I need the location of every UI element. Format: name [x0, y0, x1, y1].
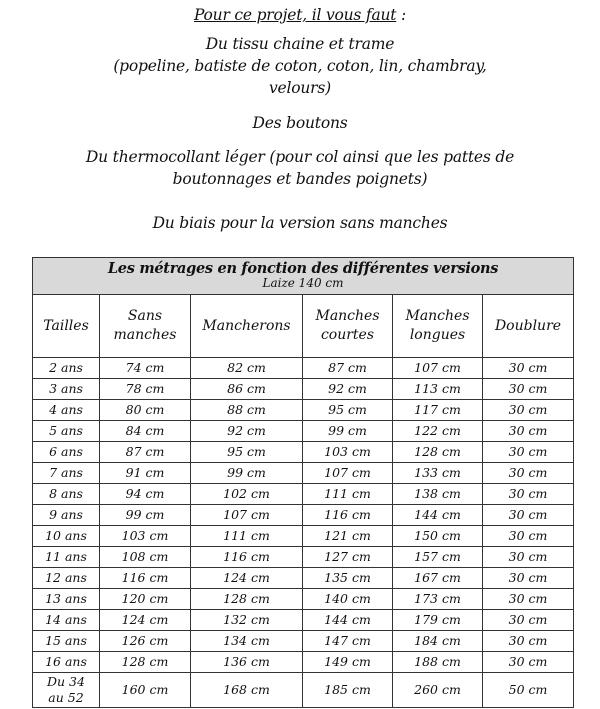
- yardage-cell: 116 cm: [100, 568, 191, 589]
- table-row: [33, 358, 574, 379]
- size-cell: [33, 673, 100, 708]
- column-header-sleeveless: [100, 295, 191, 358]
- table-row: [33, 505, 574, 526]
- yardage-cell: 116 cm: [191, 547, 303, 568]
- table-subtitle: Laize 140 cm: [262, 276, 344, 290]
- table-title-cell: [33, 258, 574, 295]
- yardage-cell: 30 cm: [483, 631, 574, 652]
- yardage-cell: 95 cm: [191, 442, 303, 463]
- yardage-cell: 30 cm: [483, 421, 574, 442]
- table-title: Les métrages en fonction des différentes versions: [107, 260, 499, 277]
- yardage-cell: 111 cm: [303, 484, 393, 505]
- column-header-long-sleeves: [393, 295, 483, 358]
- table-row: [33, 526, 574, 547]
- yardage-cell: 92 cm: [303, 379, 393, 400]
- yardage-cell: 128 cm: [393, 442, 483, 463]
- yardage-cell: 30 cm: [483, 358, 574, 379]
- size-cell: 13 ans: [33, 589, 100, 610]
- yardage-cell: 87 cm: [100, 442, 191, 463]
- size-cell: 4 ans: [33, 400, 100, 421]
- column-header-line: longues: [409, 327, 466, 343]
- size-cell: 14 ans: [33, 610, 100, 631]
- yardage-cell: 126 cm: [100, 631, 191, 652]
- yardage-cell: 88 cm: [191, 400, 303, 421]
- yardage-cell: 157 cm: [393, 547, 483, 568]
- column-header-line: courtes: [320, 327, 375, 343]
- yardage-cell: 94 cm: [100, 484, 191, 505]
- yardage-cell: 82 cm: [191, 358, 303, 379]
- yardage-cell: 91 cm: [100, 463, 191, 484]
- yardage-cell: 30 cm: [483, 568, 574, 589]
- yardage-cell: 116 cm: [303, 505, 393, 526]
- table-row: [33, 589, 574, 610]
- column-header-line: Tailles: [43, 317, 89, 334]
- column-header-lining: [483, 295, 574, 358]
- yardage-cell: 133 cm: [393, 463, 483, 484]
- table-header-row: [33, 295, 574, 358]
- intro-heading: [0, 6, 600, 24]
- yardage-cell: 138 cm: [393, 484, 483, 505]
- yardage-cell: 95 cm: [303, 400, 393, 421]
- yardage-cell: 84 cm: [100, 421, 191, 442]
- yardage-cell: 30 cm: [483, 400, 574, 421]
- yardage-cell: 127 cm: [303, 547, 393, 568]
- yardage-cell: 134 cm: [191, 631, 303, 652]
- column-header-line: Mancherons: [202, 317, 291, 334]
- yardage-cell: 185 cm: [303, 673, 393, 708]
- size-cell: 16 ans: [33, 652, 100, 673]
- yardage-cell: 188 cm: [393, 652, 483, 673]
- yardage-cell: 30 cm: [483, 505, 574, 526]
- yardage-cell: 122 cm: [393, 421, 483, 442]
- yardage-cell: 167 cm: [393, 568, 483, 589]
- yardage-cell: 108 cm: [100, 547, 191, 568]
- yardage-cell: 30 cm: [483, 379, 574, 400]
- yardage-cell: 120 cm: [100, 589, 191, 610]
- yardage-cell: 124 cm: [100, 610, 191, 631]
- yardage-cell: 86 cm: [191, 379, 303, 400]
- table-row: [33, 442, 574, 463]
- yardage-cell: 92 cm: [191, 421, 303, 442]
- yardage-cell: 99 cm: [303, 421, 393, 442]
- size-cell-line: au 52: [48, 690, 84, 705]
- material-fabric-types: (popeline, batiste de coton, coton, lin, chambray,: [113, 57, 487, 75]
- size-cell: 7 ans: [33, 463, 100, 484]
- yardage-cell: 184 cm: [393, 631, 483, 652]
- material-fabric: Du tissu chaine et trame: [205, 35, 395, 53]
- yardage-cell: 30 cm: [483, 610, 574, 631]
- table-row: [33, 379, 574, 400]
- yardage-cell: 80 cm: [100, 400, 191, 421]
- yardage-cell: 144 cm: [393, 505, 483, 526]
- size-cell: 12 ans: [33, 568, 100, 589]
- size-cell: 10 ans: [33, 526, 100, 547]
- column-header-line: Manches: [315, 308, 380, 324]
- yardage-cell: 132 cm: [191, 610, 303, 631]
- material-interfacing: Du thermocollant léger (pour col ainsi que les pattes de: [85, 148, 515, 166]
- yardage-cell: 74 cm: [100, 358, 191, 379]
- yardage-cell: 135 cm: [303, 568, 393, 589]
- column-header-line: Sans: [127, 308, 163, 324]
- yardage-cell: 99 cm: [191, 463, 303, 484]
- yardage-cell: 117 cm: [393, 400, 483, 421]
- column-header-sizes: [33, 295, 100, 358]
- material-bias: Du biais pour la version sans manches: [152, 214, 448, 232]
- yardage-cell: 107 cm: [393, 358, 483, 379]
- yardage-cell: 179 cm: [393, 610, 483, 631]
- yardage-cell: 124 cm: [191, 568, 303, 589]
- column-header-cap-sleeves: [191, 295, 303, 358]
- yardage-cell: 50 cm: [483, 673, 574, 708]
- yardage-cell: 30 cm: [483, 484, 574, 505]
- material-fabric-types-cont: velours): [268, 79, 331, 97]
- yardage-cell: 30 cm: [483, 463, 574, 484]
- size-cell: 3 ans: [33, 379, 100, 400]
- yardage-cell: 30 cm: [483, 442, 574, 463]
- column-header-line: Manches: [405, 308, 470, 324]
- table-row: [33, 421, 574, 442]
- yardage-cell: 87 cm: [303, 358, 393, 379]
- yardage-cell: 102 cm: [191, 484, 303, 505]
- size-cell: 9 ans: [33, 505, 100, 526]
- column-header-line: Doublure: [494, 317, 562, 334]
- yardage-cell: 30 cm: [483, 547, 574, 568]
- size-cell: 8 ans: [33, 484, 100, 505]
- yardage-table: [32, 257, 574, 708]
- table-row: [33, 484, 574, 505]
- material-buttons: Des boutons: [252, 114, 348, 132]
- yardage-cell: 260 cm: [393, 673, 483, 708]
- yardage-cell: 30 cm: [483, 526, 574, 547]
- size-cell: 15 ans: [33, 631, 100, 652]
- table-row: [33, 400, 574, 421]
- table-row: [33, 568, 574, 589]
- yardage-cell: 140 cm: [303, 589, 393, 610]
- size-cell: 5 ans: [33, 421, 100, 442]
- yardage-cell: 128 cm: [191, 589, 303, 610]
- intro-heading-colon: :: [396, 6, 407, 24]
- yardage-cell: 168 cm: [191, 673, 303, 708]
- size-cell-line: Du 34: [47, 674, 85, 689]
- size-cell: 2 ans: [33, 358, 100, 379]
- yardage-cell: 103 cm: [100, 526, 191, 547]
- intro-heading-text: Pour ce projet, il vous faut: [193, 6, 397, 24]
- yardage-cell: 107 cm: [303, 463, 393, 484]
- table-row: [33, 547, 574, 568]
- yardage-cell: 113 cm: [393, 379, 483, 400]
- yardage-cell: 128 cm: [100, 652, 191, 673]
- yardage-cell: 136 cm: [191, 652, 303, 673]
- yardage-cell: 150 cm: [393, 526, 483, 547]
- size-cell: 11 ans: [33, 547, 100, 568]
- yardage-cell: 99 cm: [100, 505, 191, 526]
- yardage-cell: 111 cm: [191, 526, 303, 547]
- yardage-cell: 30 cm: [483, 652, 574, 673]
- yardage-cell: 30 cm: [483, 589, 574, 610]
- column-header-short-sleeves: [303, 295, 393, 358]
- table-row: [33, 652, 574, 673]
- yardage-cell: 173 cm: [393, 589, 483, 610]
- yardage-cell: 121 cm: [303, 526, 393, 547]
- yardage-cell: 107 cm: [191, 505, 303, 526]
- size-cell: 6 ans: [33, 442, 100, 463]
- yardage-cell: 147 cm: [303, 631, 393, 652]
- yardage-cell: 103 cm: [303, 442, 393, 463]
- table-row: [33, 610, 574, 631]
- table-row: [33, 463, 574, 484]
- table-row: [33, 631, 574, 652]
- yardage-cell: 144 cm: [303, 610, 393, 631]
- table-row: [33, 673, 574, 708]
- yardage-cell: 149 cm: [303, 652, 393, 673]
- material-interfacing-cont: boutonnages et bandes poignets): [172, 170, 428, 188]
- column-header-line: manches: [113, 327, 177, 343]
- yardage-cell: 78 cm: [100, 379, 191, 400]
- yardage-cell: 160 cm: [100, 673, 191, 708]
